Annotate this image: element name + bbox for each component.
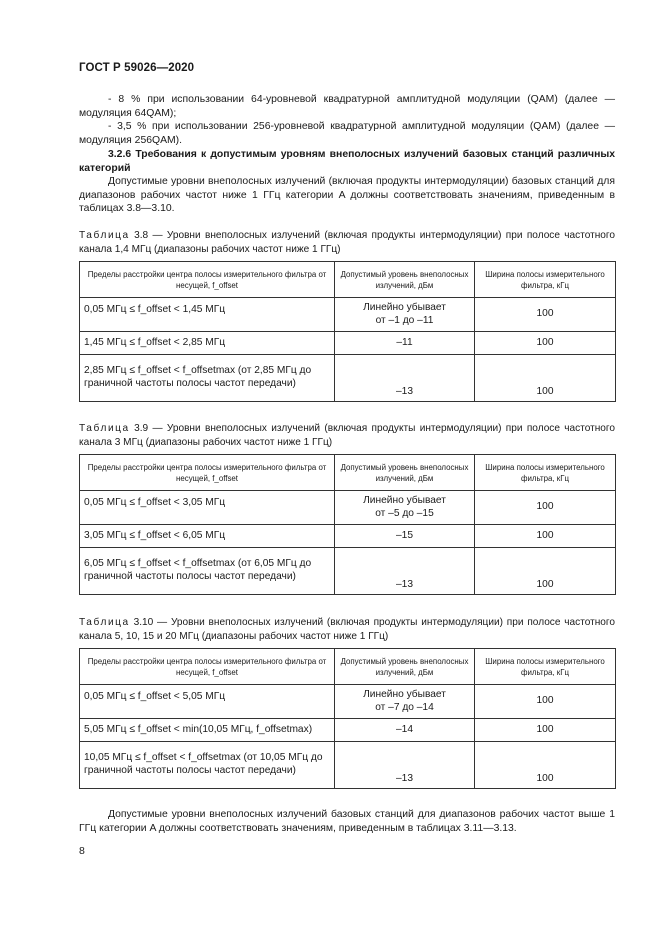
header-offset-range: Пределы расстройки центра полосы измерительного фильтра от несущей, f_offset xyxy=(80,262,335,298)
cell-level-line1: Линейно убывает xyxy=(363,688,446,700)
cell-level: –13 xyxy=(335,355,475,402)
table-caption-prefix: Таблица xyxy=(79,617,130,628)
table-header-row xyxy=(80,455,616,491)
table-row xyxy=(80,332,616,355)
cell-level xyxy=(335,685,475,719)
cell-bandwidth: 100 xyxy=(475,525,616,548)
cell-level-line2: от –5 до –15 xyxy=(375,507,434,519)
table-caption-text: 3.10 — Уровни внеполосных излучений (включая продукты интермодуляции) при полосе частотного канала 5, 10, 15 и 20 МГц (диапазоны рабочих частот ниже 1 ГГц) xyxy=(79,617,615,642)
cell-range: 2,85 МГц ≤ f_offset < f_offsetmax (от 2,85 МГц до граничной частоты полосы частот передачи) xyxy=(80,355,335,402)
cell-range: 0,05 МГц ≤ f_offset < 1,45 МГц xyxy=(80,298,335,332)
header-offset-range: Пределы расстройки центра полосы измерительного фильтра от несущей, f_offset xyxy=(80,455,335,491)
closing-paragraph: Допустимые уровни внеполосных излучений базовых станций для диапазонов рабочих частот выше 1 ГГц категории A должны соответствовать значениям, приведенным в таблицах 3.11—3.13. xyxy=(79,809,615,834)
table-caption-text: 3.9 — Уровни внеполосных излучений (включая продукты интермодуляции) при полосе частотного канала 3 МГц (диапазоны рабочих частот ниже 1 ГГц) xyxy=(79,423,615,448)
cell-bandwidth: 100 xyxy=(475,332,616,355)
table-header-row xyxy=(80,262,616,298)
section-paragraph: Допустимые уровни внеполосных излучений (включая продукты интермодуляции) базовых станций для диапазонов рабочих частот ниже 1 ГГц категории A должны соответствовать значениям, приведенным в таблицах 3.8—3.10. xyxy=(79,176,615,215)
cell-range: 3,05 МГц ≤ f_offset < 6,05 МГц xyxy=(80,525,335,548)
table-row xyxy=(80,548,616,595)
cell-range: 6,05 МГц ≤ f_offset < f_offsetmax (от 6,05 МГц до граничной частоты полосы частот передачи) xyxy=(80,548,335,595)
cell-level: –14 xyxy=(335,719,475,742)
cell-level: –11 xyxy=(335,332,475,355)
cell-level-line1: Линейно убывает xyxy=(363,494,446,506)
table-row xyxy=(80,742,616,789)
header-emission-level: Допустимый уровень внеполосных излучений, дБм xyxy=(335,649,475,685)
header-filter-bandwidth: Ширина полосы измерительного фильтра, кГц xyxy=(475,649,616,685)
header-emission-level: Допустимый уровень внеполосных излучений, дБм xyxy=(335,455,475,491)
cell-range: 5,05 МГц ≤ f_offset < min(10,05 МГц, f_offsetmax) xyxy=(80,719,335,742)
cell-bandwidth: 100 xyxy=(475,298,616,332)
intro-item-256qam: - 3,5 % при использовании 256-уровневой квадратурной амплитудной модуляции (QAM) (далее — модуляция 256QAM). xyxy=(79,121,615,146)
header-offset-range: Пределы расстройки центра полосы измерительного фильтра от несущей, f_offset xyxy=(80,649,335,685)
cell-bandwidth: 100 xyxy=(475,685,616,719)
cell-bandwidth: 100 xyxy=(475,719,616,742)
table-caption-3-8 xyxy=(79,229,615,256)
table-row xyxy=(80,525,616,548)
section-number: 3.2.6 xyxy=(108,149,132,160)
cell-bandwidth: 100 xyxy=(475,742,616,789)
cell-level-line1: Линейно убывает xyxy=(363,301,446,313)
table-row xyxy=(80,491,616,525)
table-row xyxy=(80,355,616,402)
header-emission-level: Допустимый уровень внеполосных излучений, дБм xyxy=(335,262,475,298)
section-heading xyxy=(79,148,615,175)
table-caption-prefix: Таблица xyxy=(79,423,130,434)
cell-bandwidth: 100 xyxy=(475,355,616,402)
cell-bandwidth: 100 xyxy=(475,548,616,595)
cell-range: 1,45 МГц ≤ f_offset < 2,85 МГц xyxy=(80,332,335,355)
page-number: 8 xyxy=(79,845,85,857)
document-header: ГОСТ Р 59026—2020 xyxy=(79,62,195,74)
header-filter-bandwidth: Ширина полосы измерительного фильтра, кГц xyxy=(475,262,616,298)
cell-level xyxy=(335,298,475,332)
table-3-9 xyxy=(79,454,616,595)
cell-range: 0,05 МГц ≤ f_offset < 3,05 МГц xyxy=(80,491,335,525)
cell-level: –15 xyxy=(335,525,475,548)
table-caption-3-9 xyxy=(79,422,615,449)
header-filter-bandwidth: Ширина полосы измерительного фильтра, кГц xyxy=(475,455,616,491)
cell-level: –13 xyxy=(335,742,475,789)
intro-item-64qam: - 8 % при использовании 64-уровневой квадратурной амплитудной модуляции (QAM) (далее — модуляция 64QAM); xyxy=(79,94,615,119)
table-caption-prefix: Таблица xyxy=(79,230,130,241)
table-row xyxy=(80,719,616,742)
cell-range: 0,05 МГц ≤ f_offset < 5,05 МГц xyxy=(80,685,335,719)
table-caption-text: 3.8 — Уровни внеполосных излучений (включая продукты интермодуляции) при полосе частотного канала 1,4 МГц (диапазоны рабочих частот ниже 1 ГГц) xyxy=(79,230,615,255)
table-row xyxy=(80,685,616,719)
cell-bandwidth: 100 xyxy=(475,491,616,525)
table-header-row xyxy=(80,649,616,685)
table-row xyxy=(80,298,616,332)
cell-level-line2: от –1 до –11 xyxy=(375,314,434,326)
cell-level: –13 xyxy=(335,548,475,595)
table-3-10 xyxy=(79,648,616,789)
table-3-8 xyxy=(79,261,616,402)
cell-level xyxy=(335,491,475,525)
cell-level-line2: от –7 до –14 xyxy=(375,701,434,713)
cell-range: 10,05 МГц ≤ f_offset < f_offsetmax (от 10,05 МГц до граничной частоты полосы частот передачи) xyxy=(80,742,335,789)
section-title: Требования к допустимым уровням внеполосных излучений базовых станций различных категорий xyxy=(79,149,616,174)
table-caption-3-10 xyxy=(79,616,615,643)
